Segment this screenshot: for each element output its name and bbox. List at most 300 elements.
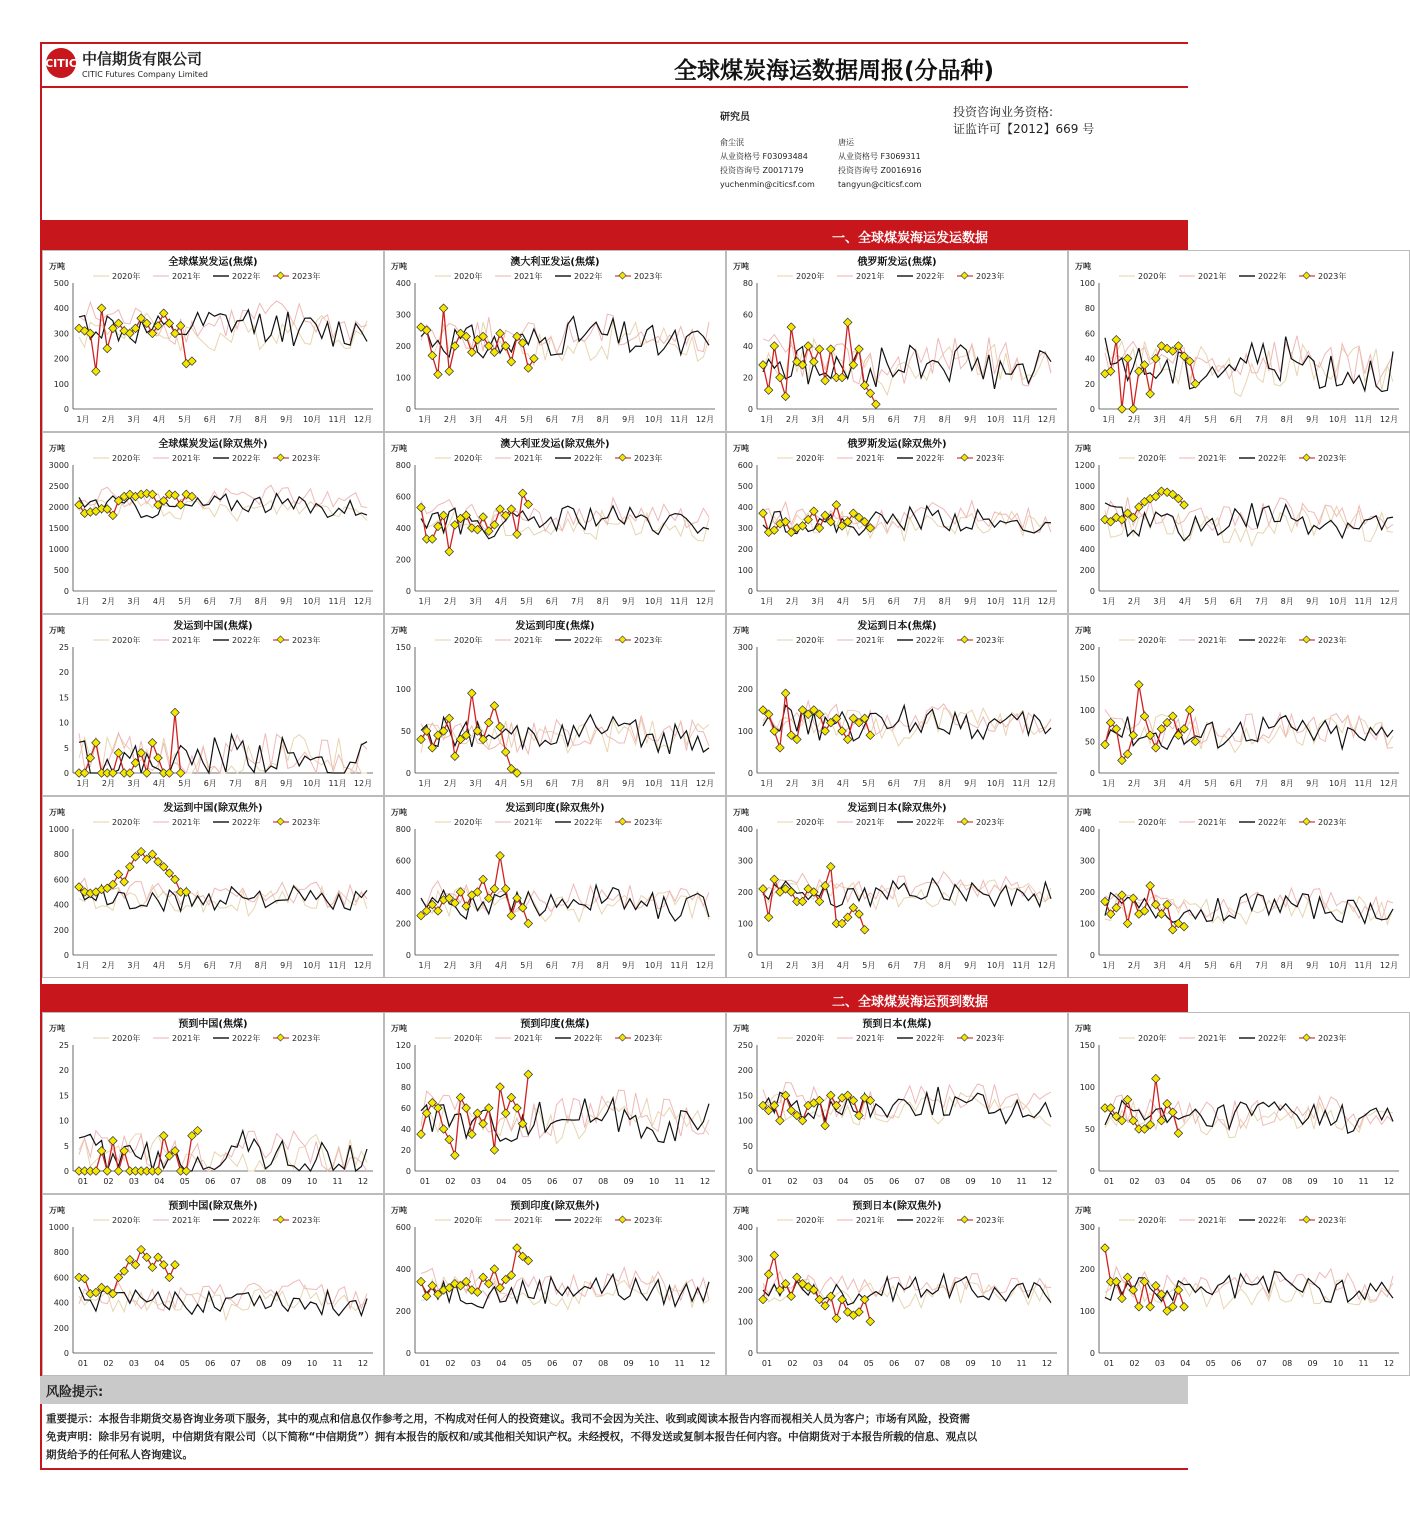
x-tick-label: 7月 xyxy=(913,415,927,424)
analyst-cert: 从业资格号 F03093484 xyxy=(720,152,808,161)
x-tick-label: 4月 xyxy=(1178,961,1192,970)
legend-label: 2022年 xyxy=(232,272,261,281)
legend-marker xyxy=(619,454,626,461)
legend-label: 2023年 xyxy=(976,818,1005,827)
data-point-2023 xyxy=(507,358,515,366)
analyst-email: yuchenmin@citicsf.com xyxy=(720,180,815,189)
chart-svg xyxy=(385,797,725,977)
legend-label: 2020年 xyxy=(796,636,825,645)
x-tick-label: 12 xyxy=(1041,1359,1053,1368)
data-point-2023 xyxy=(439,511,447,519)
analyst-1 xyxy=(720,136,815,192)
x-tick-label: 02 xyxy=(787,1359,798,1368)
unit-label: 万吨 xyxy=(49,808,65,817)
x-tick-label: 11月 xyxy=(328,779,347,788)
x-tick-label: 6月 xyxy=(887,779,901,788)
legend-marker xyxy=(277,454,284,461)
y-tick-label: 0 xyxy=(63,587,69,596)
chart-panel xyxy=(726,1012,1068,1194)
legend-label: 2023年 xyxy=(1318,636,1347,645)
data-point-2023 xyxy=(114,1167,122,1175)
legend-label: 2020年 xyxy=(1138,454,1167,463)
x-tick-label: 3月 xyxy=(127,597,141,606)
y-tick-label: 200 xyxy=(53,1323,69,1333)
legend-label: 2023年 xyxy=(976,1216,1005,1225)
data-point-2023 xyxy=(154,1167,162,1175)
x-tick-label: 12月 xyxy=(695,597,715,606)
x-tick-label: 12月 xyxy=(353,597,373,606)
legend-label: 2021年 xyxy=(172,1216,201,1225)
data-point-2023 xyxy=(434,370,442,378)
x-tick-label: 02 xyxy=(1129,1359,1140,1368)
x-tick-label: 04 xyxy=(496,1359,507,1368)
data-point-2023 xyxy=(490,885,498,893)
y-tick-label: 0 xyxy=(747,587,753,596)
legend-label: 2020年 xyxy=(796,818,825,827)
y-tick-label: 800 xyxy=(1079,503,1095,512)
x-tick-label: 9月 xyxy=(1306,597,1320,606)
y-tick-label: 800 xyxy=(395,461,411,470)
y-tick-label: 1000 xyxy=(1074,482,1095,491)
x-tick-label: 10 xyxy=(306,1177,318,1186)
legend-label: 2020年 xyxy=(112,454,141,463)
data-point-2023 xyxy=(1129,405,1137,413)
report-title: 全球煤炭海运数据周报(分品种) xyxy=(674,58,995,84)
chart-title: 预到印度(除双焦外) xyxy=(510,1201,600,1212)
unit-label: 万吨 xyxy=(733,444,749,453)
x-tick-label: 11月 xyxy=(670,779,689,788)
x-tick-label: 12月 xyxy=(1379,779,1399,788)
x-tick-label: 6月 xyxy=(203,961,217,970)
x-tick-label: 04 xyxy=(1180,1177,1191,1186)
chart-title: 发运到中国(除双焦外) xyxy=(163,803,263,814)
y-tick-label: 600 xyxy=(395,856,411,866)
y-tick-label: 20 xyxy=(58,1066,69,1076)
data-point-2023 xyxy=(428,351,436,359)
x-tick-label: 3月 xyxy=(127,415,141,424)
x-tick-label: 11 xyxy=(332,1177,343,1186)
legend-marker xyxy=(1303,454,1310,461)
x-tick-label: 12月 xyxy=(353,961,373,970)
y-tick-label: 0 xyxy=(1089,405,1095,414)
data-point-2023 xyxy=(501,1109,509,1117)
legend-label: 2022年 xyxy=(232,818,261,827)
legend-marker xyxy=(1303,1034,1310,1041)
data-point-2023 xyxy=(468,689,476,697)
x-tick-label: 01 xyxy=(1103,1177,1115,1186)
chart-svg xyxy=(385,615,725,795)
x-tick-label: 02 xyxy=(445,1177,456,1186)
legend-label: 2022年 xyxy=(1258,1034,1287,1043)
data-point-2023 xyxy=(456,1093,464,1101)
x-tick-label: 09 xyxy=(1307,1359,1318,1368)
legend-label: 2022年 xyxy=(574,636,603,645)
x-tick-label: 2月 xyxy=(785,597,800,606)
y-tick-label: 200 xyxy=(395,1307,411,1316)
y-tick-label: 250 xyxy=(737,1041,753,1050)
x-tick-label: 10月 xyxy=(302,415,322,424)
y-tick-label: 600 xyxy=(395,492,411,502)
data-point-2023 xyxy=(787,1292,795,1300)
chart-title: 全球煤炭发运(焦煤) xyxy=(168,257,258,268)
y-tick-label: 200 xyxy=(1079,888,1095,897)
chart-title: 发运到印度(除双焦外) xyxy=(505,803,605,814)
x-tick-label: 12 xyxy=(699,1359,711,1368)
legend-label: 2023年 xyxy=(976,636,1005,645)
x-tick-label: 2月 xyxy=(101,597,116,606)
y-tick-label: 5 xyxy=(63,743,69,753)
y-tick-label: 300 xyxy=(1079,856,1095,866)
x-tick-label: 01 xyxy=(761,1177,773,1186)
x-tick-label: 10月 xyxy=(986,779,1006,788)
legend-marker xyxy=(961,272,968,279)
x-tick-label: 09 xyxy=(965,1359,976,1368)
data-point-2023 xyxy=(479,1120,487,1128)
y-tick-label: 0 xyxy=(747,1349,753,1358)
data-point-2023 xyxy=(832,501,840,509)
data-point-2023 xyxy=(496,852,504,860)
x-tick-label: 05 xyxy=(521,1359,532,1368)
legend-label: 2021年 xyxy=(514,1034,543,1043)
data-point-2023 xyxy=(781,392,789,400)
x-tick-label: 05 xyxy=(179,1177,190,1186)
data-point-2023 xyxy=(838,1295,846,1303)
y-tick-label: 2000 xyxy=(48,503,69,512)
series-line-2023 xyxy=(1105,340,1195,409)
researcher-label: 研究员 xyxy=(720,112,750,123)
x-tick-label: 1月 xyxy=(418,597,432,606)
data-point-2023 xyxy=(1152,1074,1160,1082)
y-tick-label: 400 xyxy=(53,1298,69,1308)
x-tick-label: 10 xyxy=(990,1359,1002,1368)
x-tick-label: 05 xyxy=(1205,1359,1216,1368)
data-point-2023 xyxy=(159,1131,167,1139)
y-tick-label: 300 xyxy=(737,524,753,533)
x-tick-label: 12月 xyxy=(1037,961,1057,970)
y-tick-label: 400 xyxy=(395,888,411,897)
legend-label: 2022年 xyxy=(1258,1216,1287,1225)
legend-label: 2021年 xyxy=(172,636,201,645)
legend-label: 2021年 xyxy=(172,1034,201,1043)
data-point-2023 xyxy=(787,323,795,331)
data-point-2023 xyxy=(1191,380,1199,388)
x-tick-label: 02 xyxy=(787,1177,798,1186)
y-tick-label: 20 xyxy=(400,1146,411,1155)
x-tick-label: 12 xyxy=(1041,1177,1053,1186)
x-tick-label: 9月 xyxy=(280,597,294,606)
legend-label: 2020年 xyxy=(454,1034,483,1043)
legend-label: 2020年 xyxy=(796,272,825,281)
x-tick-label: 7月 xyxy=(913,779,927,788)
legend-marker xyxy=(277,1034,284,1041)
x-tick-label: 10月 xyxy=(986,961,1006,970)
y-tick-label: 150 xyxy=(737,1091,753,1101)
x-tick-label: 8月 xyxy=(596,597,610,606)
y-tick-label: 400 xyxy=(53,304,69,314)
x-tick-label: 10 xyxy=(648,1359,660,1368)
x-tick-label: 05 xyxy=(863,1177,874,1186)
chart-panel xyxy=(42,1012,384,1194)
x-tick-label: 9月 xyxy=(280,961,294,970)
data-point-2023 xyxy=(1135,1303,1143,1311)
x-tick-label: 12 xyxy=(357,1177,369,1186)
chart-svg xyxy=(1069,797,1409,977)
y-tick-label: 0 xyxy=(1089,587,1095,596)
legend-label: 2020年 xyxy=(112,636,141,645)
y-tick-label: 400 xyxy=(737,503,753,512)
data-point-2023 xyxy=(1118,405,1126,413)
legend-label: 2020年 xyxy=(1138,1034,1167,1043)
x-tick-label: 4月 xyxy=(836,961,850,970)
data-point-2023 xyxy=(827,1091,835,1099)
chart-panel xyxy=(1068,1194,1410,1376)
x-tick-label: 9月 xyxy=(1306,779,1320,788)
x-tick-label: 1月 xyxy=(76,415,90,424)
disclaimer-line: 重要提示：本报告非期货交易咨询业务项下服务，其中的观点和信息仅作参考之用，不构成对任何人的投资建议。我司不会因为关注、收到或阅读本报告内容而视相关人员为客户；市场有风险，投资需 xyxy=(46,1413,970,1425)
y-tick-label: 300 xyxy=(737,856,753,866)
y-tick-label: 150 xyxy=(1079,1041,1095,1050)
unit-label: 万吨 xyxy=(733,808,749,817)
chart-panel xyxy=(1068,614,1410,796)
y-tick-label: 80 xyxy=(1084,304,1095,314)
data-point-2023 xyxy=(1135,681,1143,689)
y-tick-label: 100 xyxy=(1079,706,1095,715)
x-tick-label: 6月 xyxy=(1229,415,1243,424)
data-point-2023 xyxy=(445,1135,453,1143)
unit-label: 万吨 xyxy=(1075,262,1091,271)
x-tick-label: 1月 xyxy=(418,415,432,424)
x-tick-label: 7月 xyxy=(229,779,243,788)
y-tick-label: 100 xyxy=(737,1317,753,1327)
data-point-2023 xyxy=(92,367,100,375)
legend-label: 2020年 xyxy=(1138,272,1167,281)
y-tick-label: 1000 xyxy=(48,1223,69,1232)
legend-label: 2020年 xyxy=(796,1216,825,1225)
y-tick-label: 200 xyxy=(395,555,411,565)
analyst-invest-no: 投资咨询号 Z0017179 xyxy=(720,166,804,175)
data-point-2023 xyxy=(1146,390,1154,398)
data-point-2023 xyxy=(1146,1303,1154,1311)
unit-label: 万吨 xyxy=(1075,1206,1091,1215)
data-point-2023 xyxy=(485,894,493,902)
legend-label: 2021年 xyxy=(856,1216,885,1225)
chart-title: 预到日本(除双焦外) xyxy=(852,1201,942,1212)
x-tick-label: 4月 xyxy=(494,961,508,970)
legend-label: 2021年 xyxy=(856,1034,885,1043)
x-tick-label: 05 xyxy=(521,1177,532,1186)
x-tick-label: 7月 xyxy=(1255,779,1269,788)
data-point-2023 xyxy=(479,875,487,883)
x-tick-label: 01 xyxy=(1103,1359,1115,1368)
x-tick-label: 4月 xyxy=(836,779,850,788)
chart-svg xyxy=(727,1195,1067,1375)
chart-panel xyxy=(1068,796,1410,978)
legend-label: 2022年 xyxy=(1258,272,1287,281)
data-point-2023 xyxy=(462,902,470,910)
chart-title: 澳大利亚发运(除双焦外) xyxy=(500,439,610,450)
y-tick-label: 1200 xyxy=(1074,461,1095,470)
x-tick-label: 4月 xyxy=(494,779,508,788)
x-tick-label: 5月 xyxy=(520,779,534,788)
unit-label: 万吨 xyxy=(733,626,749,635)
x-tick-label: 01 xyxy=(77,1359,89,1368)
x-tick-label: 3月 xyxy=(811,961,825,970)
legend-label: 2023年 xyxy=(292,818,321,827)
y-tick-label: 0 xyxy=(63,951,69,960)
x-tick-label: 3月 xyxy=(1153,415,1167,424)
y-tick-label: 300 xyxy=(737,643,753,652)
x-tick-label: 12月 xyxy=(353,779,373,788)
x-tick-label: 02 xyxy=(103,1359,114,1368)
legend-label: 2021年 xyxy=(172,818,201,827)
chart-title: 全球煤炭发运(除双焦外) xyxy=(158,439,268,450)
x-tick-label: 09 xyxy=(623,1177,634,1186)
y-tick-label: 0 xyxy=(405,769,411,778)
x-tick-label: 12月 xyxy=(695,961,715,970)
x-tick-label: 9月 xyxy=(964,415,978,424)
x-tick-label: 08 xyxy=(256,1359,267,1368)
legend-label: 2020年 xyxy=(454,272,483,281)
data-point-2023 xyxy=(97,304,105,312)
section-title-arrival: 二、全球煤炭海运预到数据 xyxy=(831,995,988,1010)
y-tick-label: 0 xyxy=(405,1349,411,1358)
analyst-email: tangyun@citicsf.com xyxy=(838,180,922,189)
y-tick-label: 25 xyxy=(58,1041,69,1050)
y-tick-label: 600 xyxy=(53,1273,69,1283)
x-tick-label: 5月 xyxy=(520,415,534,424)
legend-label: 2023年 xyxy=(292,636,321,645)
x-tick-label: 11月 xyxy=(1354,961,1373,970)
data-point-2023 xyxy=(1118,1294,1126,1302)
x-tick-label: 9月 xyxy=(964,779,978,788)
legend-label: 2020年 xyxy=(454,454,483,463)
x-tick-label: 5月 xyxy=(1204,779,1218,788)
x-tick-label: 11月 xyxy=(328,415,347,424)
x-tick-label: 03 xyxy=(812,1359,824,1368)
disclaimer-line: 期货给予的任何私人咨询建议。 xyxy=(46,1449,193,1461)
legend-label: 2021年 xyxy=(514,454,543,463)
data-point-2023 xyxy=(143,769,151,777)
x-tick-label: 01 xyxy=(761,1359,773,1368)
chart-panel xyxy=(384,614,726,796)
chart-svg xyxy=(43,251,383,431)
legend-label: 2022年 xyxy=(916,818,945,827)
y-tick-label: 0 xyxy=(747,951,753,960)
x-tick-label: 7月 xyxy=(913,597,927,606)
bottom-rule xyxy=(40,1468,1188,1470)
data-point-2023 xyxy=(1123,1095,1131,1103)
chart-panel xyxy=(42,614,384,796)
x-tick-label: 4月 xyxy=(152,779,166,788)
x-tick-label: 11 xyxy=(674,1359,685,1368)
x-tick-label: 4月 xyxy=(1178,779,1192,788)
chart-svg xyxy=(43,1195,383,1375)
data-point-2023 xyxy=(1185,706,1193,714)
x-tick-label: 12月 xyxy=(1379,597,1399,606)
legend-label: 2020年 xyxy=(112,818,141,827)
legend-label: 2022年 xyxy=(916,1034,945,1043)
series-line xyxy=(1105,503,1393,541)
x-tick-label: 6月 xyxy=(1229,961,1243,970)
y-tick-label: 80 xyxy=(400,1083,411,1092)
data-point-2023 xyxy=(80,769,88,777)
qualification-line2: 证监许可【2012】669 号 xyxy=(953,122,1095,136)
y-tick-label: 100 xyxy=(395,685,411,694)
data-point-2023 xyxy=(501,748,509,756)
y-tick-label: 200 xyxy=(53,925,69,935)
chart-panel xyxy=(726,1194,1068,1376)
x-tick-label: 04 xyxy=(154,1177,165,1186)
y-tick-label: 50 xyxy=(400,727,411,736)
legend-label: 2023年 xyxy=(976,454,1005,463)
x-tick-label: 4月 xyxy=(1178,415,1192,424)
legend-label: 2023年 xyxy=(976,1034,1005,1043)
x-tick-label: 10月 xyxy=(986,415,1006,424)
y-tick-label: 40 xyxy=(1084,354,1095,364)
chart-title: 俄罗斯发运(焦煤) xyxy=(857,257,937,268)
x-tick-label: 3月 xyxy=(811,597,825,606)
data-point-2023 xyxy=(171,491,179,499)
series-line xyxy=(763,1083,1051,1120)
chart-panel xyxy=(42,250,384,432)
y-tick-label: 15 xyxy=(58,693,69,703)
data-point-2023 xyxy=(479,735,487,743)
x-tick-label: 1月 xyxy=(760,961,774,970)
x-tick-label: 6月 xyxy=(887,415,901,424)
data-point-2023 xyxy=(776,1116,784,1124)
data-point-2023 xyxy=(148,1263,156,1271)
data-point-2023 xyxy=(810,507,818,515)
legend-label: 2023年 xyxy=(634,272,663,281)
x-tick-label: 3月 xyxy=(811,779,825,788)
x-tick-label: 10月 xyxy=(1328,779,1348,788)
legend-marker xyxy=(961,454,968,461)
chart-svg xyxy=(385,1013,725,1193)
y-tick-label: 500 xyxy=(53,566,69,575)
x-tick-label: 3月 xyxy=(1153,779,1167,788)
data-point-2023 xyxy=(171,1261,179,1269)
chart-title: 预到日本(焦煤) xyxy=(862,1019,932,1030)
x-tick-label: 2月 xyxy=(101,779,116,788)
x-tick-label: 3月 xyxy=(1153,961,1167,970)
chart-panel xyxy=(726,796,1068,978)
legend-label: 2021年 xyxy=(856,636,885,645)
data-point-2023 xyxy=(513,530,521,538)
legend-label: 2023年 xyxy=(634,1034,663,1043)
x-tick-label: 7月 xyxy=(571,779,585,788)
x-tick-label: 3月 xyxy=(469,597,483,606)
data-point-2023 xyxy=(92,1167,100,1175)
data-point-2023 xyxy=(148,490,156,498)
chart-panel xyxy=(384,250,726,432)
data-point-2023 xyxy=(490,1265,498,1273)
y-tick-label: 200 xyxy=(1079,643,1095,652)
y-tick-label: 20 xyxy=(58,668,69,678)
x-tick-label: 9月 xyxy=(622,415,636,424)
data-point-2023 xyxy=(866,1317,874,1325)
top-rule xyxy=(40,42,1188,44)
y-tick-label: 50 xyxy=(742,1141,753,1151)
chart-title: 预到中国(焦煤) xyxy=(178,1019,248,1030)
x-tick-label: 8月 xyxy=(938,779,952,788)
x-tick-label: 11月 xyxy=(670,961,689,970)
y-tick-label: 150 xyxy=(1079,674,1095,684)
x-tick-label: 6月 xyxy=(203,779,217,788)
unit-label: 万吨 xyxy=(1075,444,1091,453)
y-tick-label: 400 xyxy=(737,1223,753,1232)
x-tick-label: 8月 xyxy=(1280,961,1294,970)
x-tick-label: 2月 xyxy=(785,779,800,788)
